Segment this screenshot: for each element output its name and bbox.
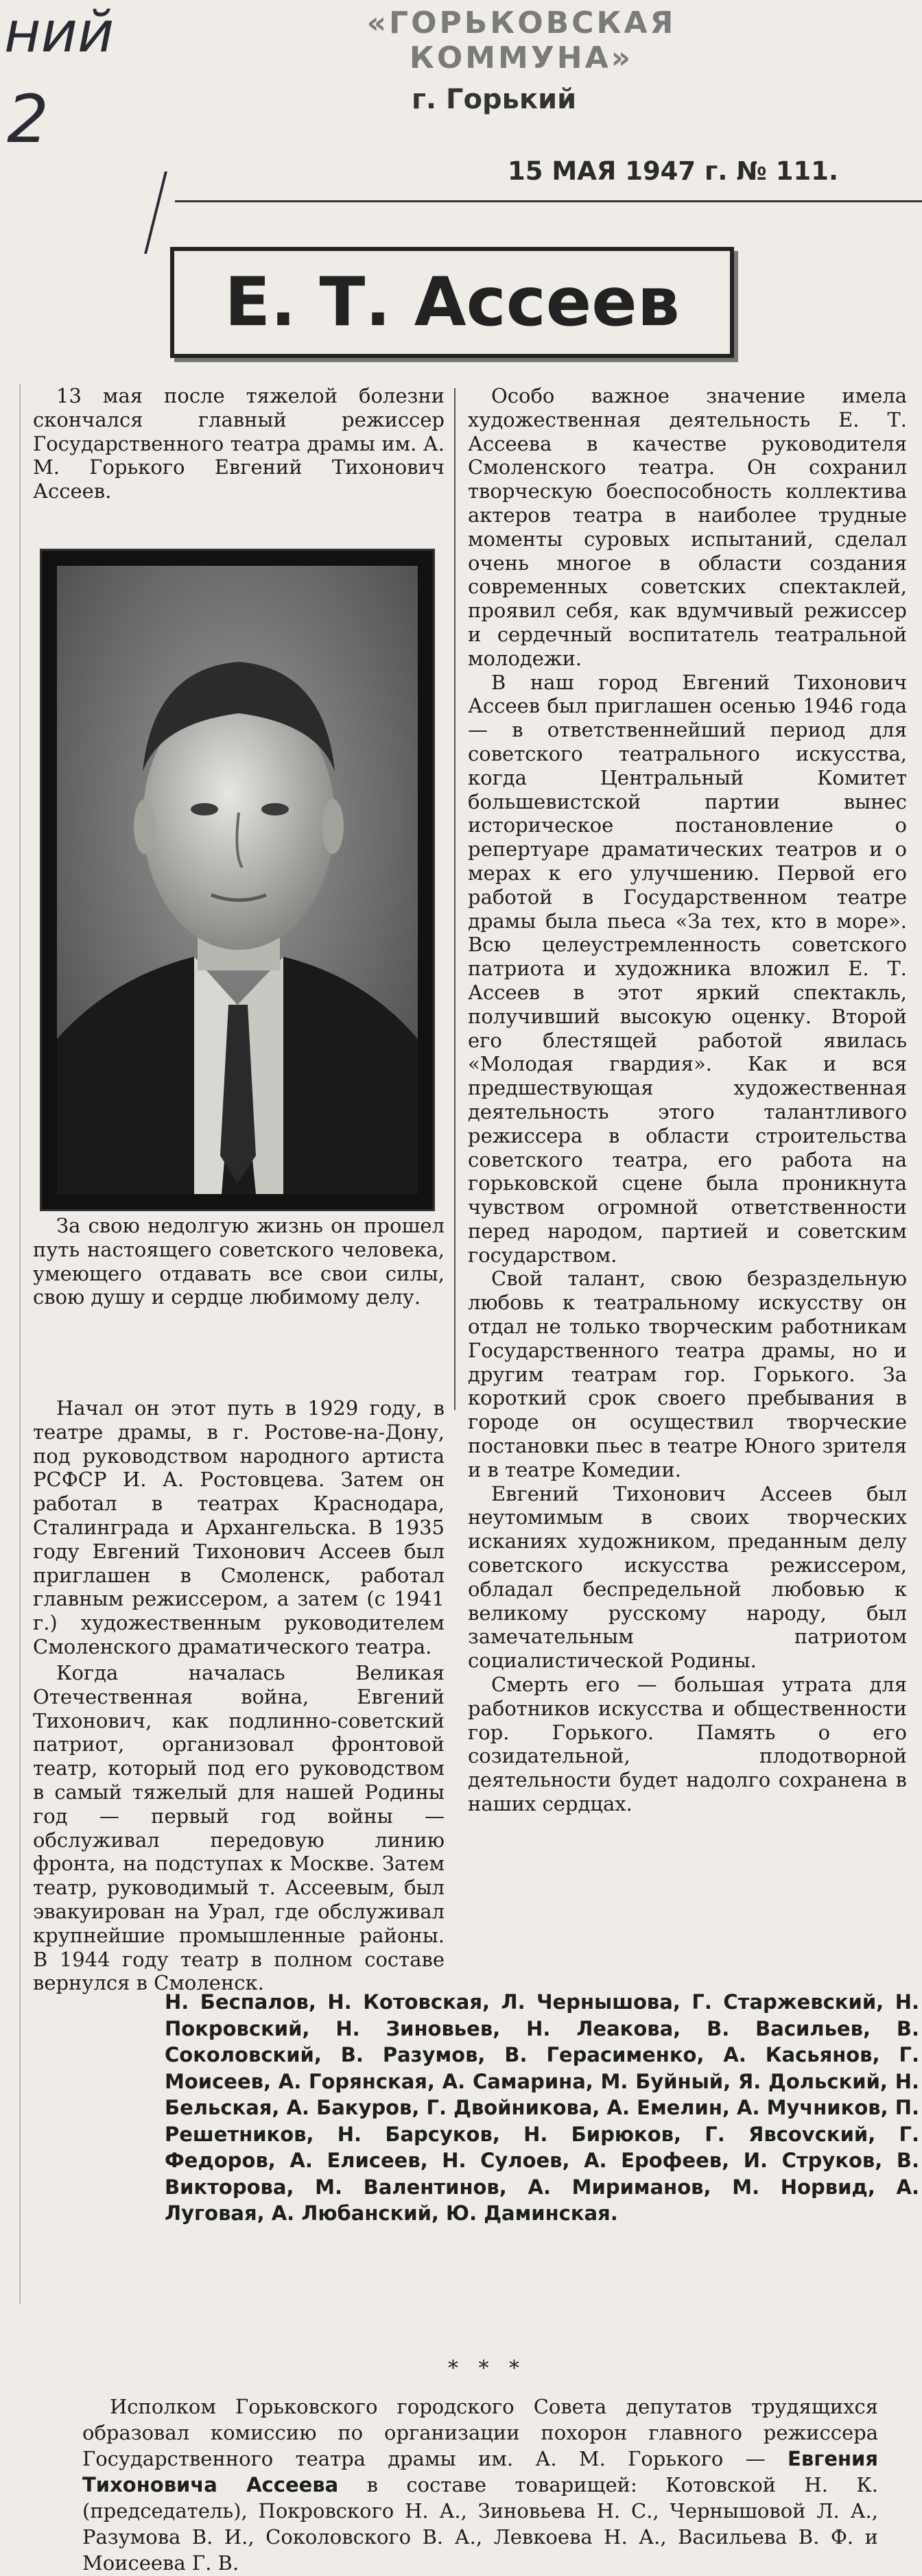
signatories: Н. Беспалов, Н. Котовская, Л. Чернышова, Г. Старжевский, Н. Покровский, Н. Зиновьев, Н. Леакова, В. Васильев, В. Соколовский, В. Разумов, В. Герасименко, А. Касьянов, Г. Моисеев, А. Горянская, А. Самарина, М. Буйный, Я. Дольский, Н. Бельская, А. Бакуров, Г. Двойникова, А. Емелин, А. Мучников, П. Решетников, Н. Барсуков, Н. Бирюков, Г. Явcovский, Г. Федоров, А. Елисеев, Н. Сулоев, А. Ерофеев, И. Струков, В. Викторова, М. Валентинов, А. Мириманов, М. Норвид, А. Луговая, А. Любанский, Ю. Даминская. (165, 1990, 919, 2225)
notice-text-before: Исполком Горьковского городского Совета депутатов трудящихся образовал комиссию по организации похорон главного режиссера Государственного театра драмы им. А. М. Горького — (82, 2395, 878, 2470)
left-paragraph-2 (33, 1396, 445, 1659)
right-paragraph-2: В наш город Евгений Тихонович Ассеев был приглашен осенью 1946 года — в ответственнейший период для советского театрального искусства, когда Центральный Комитет большевистской партии вынес историческое постановление о репертуаре драматических театров и о мерах к его улучшению. Первой его работой в Государственном театре драмы была пьеса «За тех, кто в море». Всю целеустремленность советского патриота и художника вложил Е. Т. Ассеев в этот яркий спектакль, получивший высокую оценку. Второй его блестящей работой явилась «Молодая гвардия». Как и вся предшествующая художественная деятельность этого талантливого режиссера в области строительства советского театра, его работа на горьковской сцене была проникнута чувством огромной ответственности перед народом, партией и советским государством. (468, 670, 907, 1267)
newspaper-city: г. Горький (412, 84, 577, 115)
handwritten-note-1: ний (4, 0, 115, 65)
left-paragraph-3 (33, 1661, 445, 1995)
article-title: Е. Т. Ассеев (224, 263, 680, 342)
handwritten-note-2: 2 (7, 81, 49, 158)
section-separator: * * * (447, 2357, 527, 2381)
paragraph-text: Начал он этот путь в 1929 году, в театре драмы, в г. Ростове-на-Дону, под руководством народного артиста РСФСР И. А. Ростовцева. Затем он работал в театрах Краснодара, Сталинграда и Архангельска. В 1935 году Евгений Тихонович Ассеев был приглашен в Смоленск, работал главным режиссером, а затем (с 1941 г.) художественным руководителем Смоленского драматического театра. (33, 1396, 445, 1658)
funeral-commission-notice (82, 2394, 878, 2576)
notice-text-after: в составе товарищей: Котовской Н. К. (председатель), Покровского Н. А., Зиновьева Н. С., Чернышовой Л. А., Разумова В. И., Соколовского В. А., Левкоева Н. А., Васильева В. Ф. и Моисеева Г. В. (82, 2473, 878, 2575)
paragraph-text: Когда началась Великая Отечественная война, Евгений Тихонович, как подлинно-советский патриот, организовал фронтовой театр, который под его руководством в самый тяжелый для нашей Родины год — первый год войны — обслуживал передовую линию фронта, на подступах к Москве. Затем театр, руководимый т. Ассеевым, был эвакуирован на Урал, где обслуживал крупнейшие промышленные районы. В 1944 году театр в полном составе вернулся в Смоленск. (33, 1661, 445, 1995)
paragraph-text: За свою недолгую жизнь он прошел путь настоящего советского человека, умеющего отдавать все свои силы, свою душу и сердце любимому делу. (33, 1214, 445, 1309)
notice-bold-name: Евгения Тихоновича Ассеева (82, 2447, 878, 2496)
right-paragraph-5: Смерть его — большая утрата для работников искусства и общественности гор. Горького. Память о его созидательной, плодотворной деятельности будет надолго сохранена в наших сердцах. (468, 1673, 907, 1816)
handwritten-mark (144, 171, 195, 254)
intro-text: 13 мая после тяжелой болезни скончался главный режиссер Государственного театра драмы им. А. М. Горького Евгений Тихонович Ассеев. (33, 384, 445, 503)
portrait-icon (57, 566, 418, 1194)
newspaper-name: «ГОРЬКОВСКАЯ КОММУНА» (366, 5, 676, 75)
right-paragraph-1: Особо важное значение имела художественная деятельность Е. Т. Ассеева в качестве руководителя Смоленского театра. Он сохранил творческую боеспособность коллектива актеров театра в наиболее трудные моменты суровых испытаний, сделал очень многое в области создания современных советских спектаклей, проявил себя, как вдумчивый режиссер и сердечный воспитатель театральной молодежи. (468, 384, 907, 670)
issue-date: 15 МАЯ 1947 г. № 111. (508, 156, 839, 186)
right-paragraph-4: Евгений Тихонович Ассеев был неутомимым в своих творческих исканиях художником, преданным делу советского искусства режиссером, обладал беспредельной любовью к великому русскому народу, был замечательным патриотом социалистической Родины. (468, 1481, 907, 1673)
header-divider (175, 200, 922, 202)
right-column (468, 384, 907, 1816)
right-paragraph-3: Свой талант, свою безраздельную любовь к театральному искусству он отдал не только творческим работникам Государственного театра драмы, но и другим театрам гор. Горького. За короткий срок своего пребывания в городе он осуществил творческие постановки пьес в театре Юного зрителя и в театре Комедии. (468, 1267, 907, 1481)
intro-paragraph (33, 384, 445, 503)
title-frame (170, 247, 734, 358)
portrait-photo (40, 549, 435, 1211)
left-paragraph-1 (33, 1214, 445, 1309)
clipping-edge (19, 384, 21, 2304)
column-divider (454, 388, 456, 1410)
